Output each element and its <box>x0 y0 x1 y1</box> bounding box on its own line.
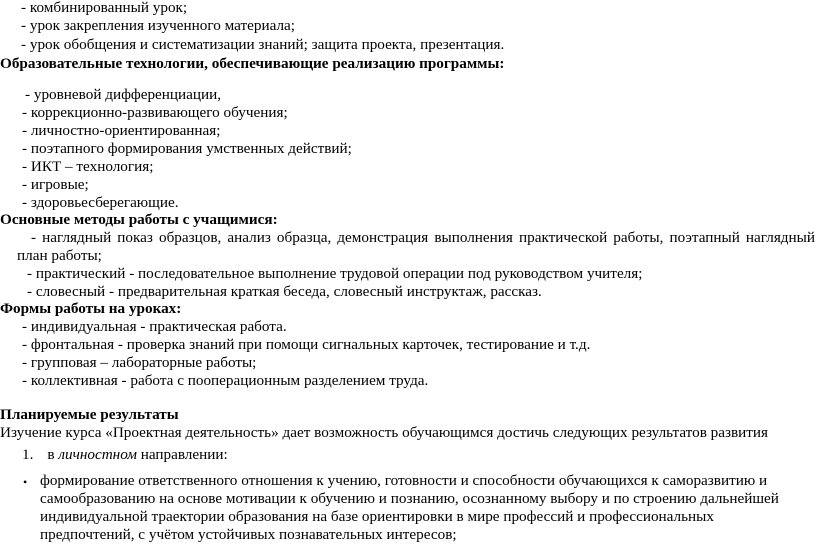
method-item: - словесный - предварительная краткая беседа, словесный инструктаж, рассказ. <box>27 283 542 300</box>
bullet-text-line: индивидуальной траектории образования на базе ориентировки в мире профессий и профессиональных <box>40 508 714 525</box>
list-prefix: в <box>47 446 55 463</box>
bullet-text-line: самообразованию на основе мотивации к обучению и познанию, осознанному выбору и по строению дальнейшей <box>40 490 779 507</box>
technology-item: - поэтапного формирования умственных действий; <box>22 140 352 157</box>
technology-item: - здоровьесберегающие. <box>22 194 179 211</box>
list-emphasis: личностном <box>58 446 137 463</box>
technology-item: - ИКТ – технология; <box>22 158 154 175</box>
form-item: - групповая – лабораторные работы; <box>22 354 257 371</box>
lesson-type-item: - комбинированный урок; <box>21 0 188 16</box>
form-item: - коллективная - работа с пооперационным разделением труда. <box>22 372 429 389</box>
numbered-list-item <box>22 446 228 464</box>
technology-item: - игровые; <box>22 176 89 193</box>
technologies-heading: Образовательные технологии, обеспечивающие реализацию программы: <box>0 55 505 72</box>
form-item: - индивидуальная - практическая работа. <box>22 318 287 335</box>
results-intro: Изучение курса «Проектная деятельность» дает возможность обучающимся достичь следующих результатов развития <box>0 424 769 441</box>
lesson-type-item: - урок закрепления изученного материала; <box>21 17 295 34</box>
list-number: 1. <box>22 446 34 463</box>
forms-heading: Формы работы на уроках: <box>0 300 182 317</box>
bullet-icon: • <box>23 475 28 489</box>
method-item-continuation: план работы; <box>17 247 102 264</box>
technology-item: - уровневой дифференциации, <box>25 86 222 103</box>
results-heading: Планируемые результаты <box>0 406 179 423</box>
form-item: - фронтальная - проверка знаний при помощи сигнальных карточек, тестирование и т.д. <box>22 336 591 353</box>
technology-item: - коррекционно-развивающего обучения; <box>22 104 288 121</box>
methods-heading: Основные методы работы с учащимися: <box>0 211 278 228</box>
bullet-text-line: формирование ответственного отношения к учению, готовности и способности обучающихся к саморазвитию и <box>40 472 768 489</box>
technology-item: - личностно-ориентированная; <box>22 122 221 139</box>
method-item: - наглядный показ образцов, анализ образца, демонстрация выполнения практической работы, поэтапный наглядный <box>31 229 815 246</box>
lesson-type-item: - урок обобщения и систематизации знаний; защита проекта, презентация. <box>21 36 505 53</box>
method-item: - практический - последовательное выполнение трудовой операции под руководством учителя; <box>27 265 643 282</box>
bullet-text-line: предпочтений, с учётом устойчивых познавательных интересов; <box>40 526 457 543</box>
list-suffix: направлении: <box>140 446 228 463</box>
